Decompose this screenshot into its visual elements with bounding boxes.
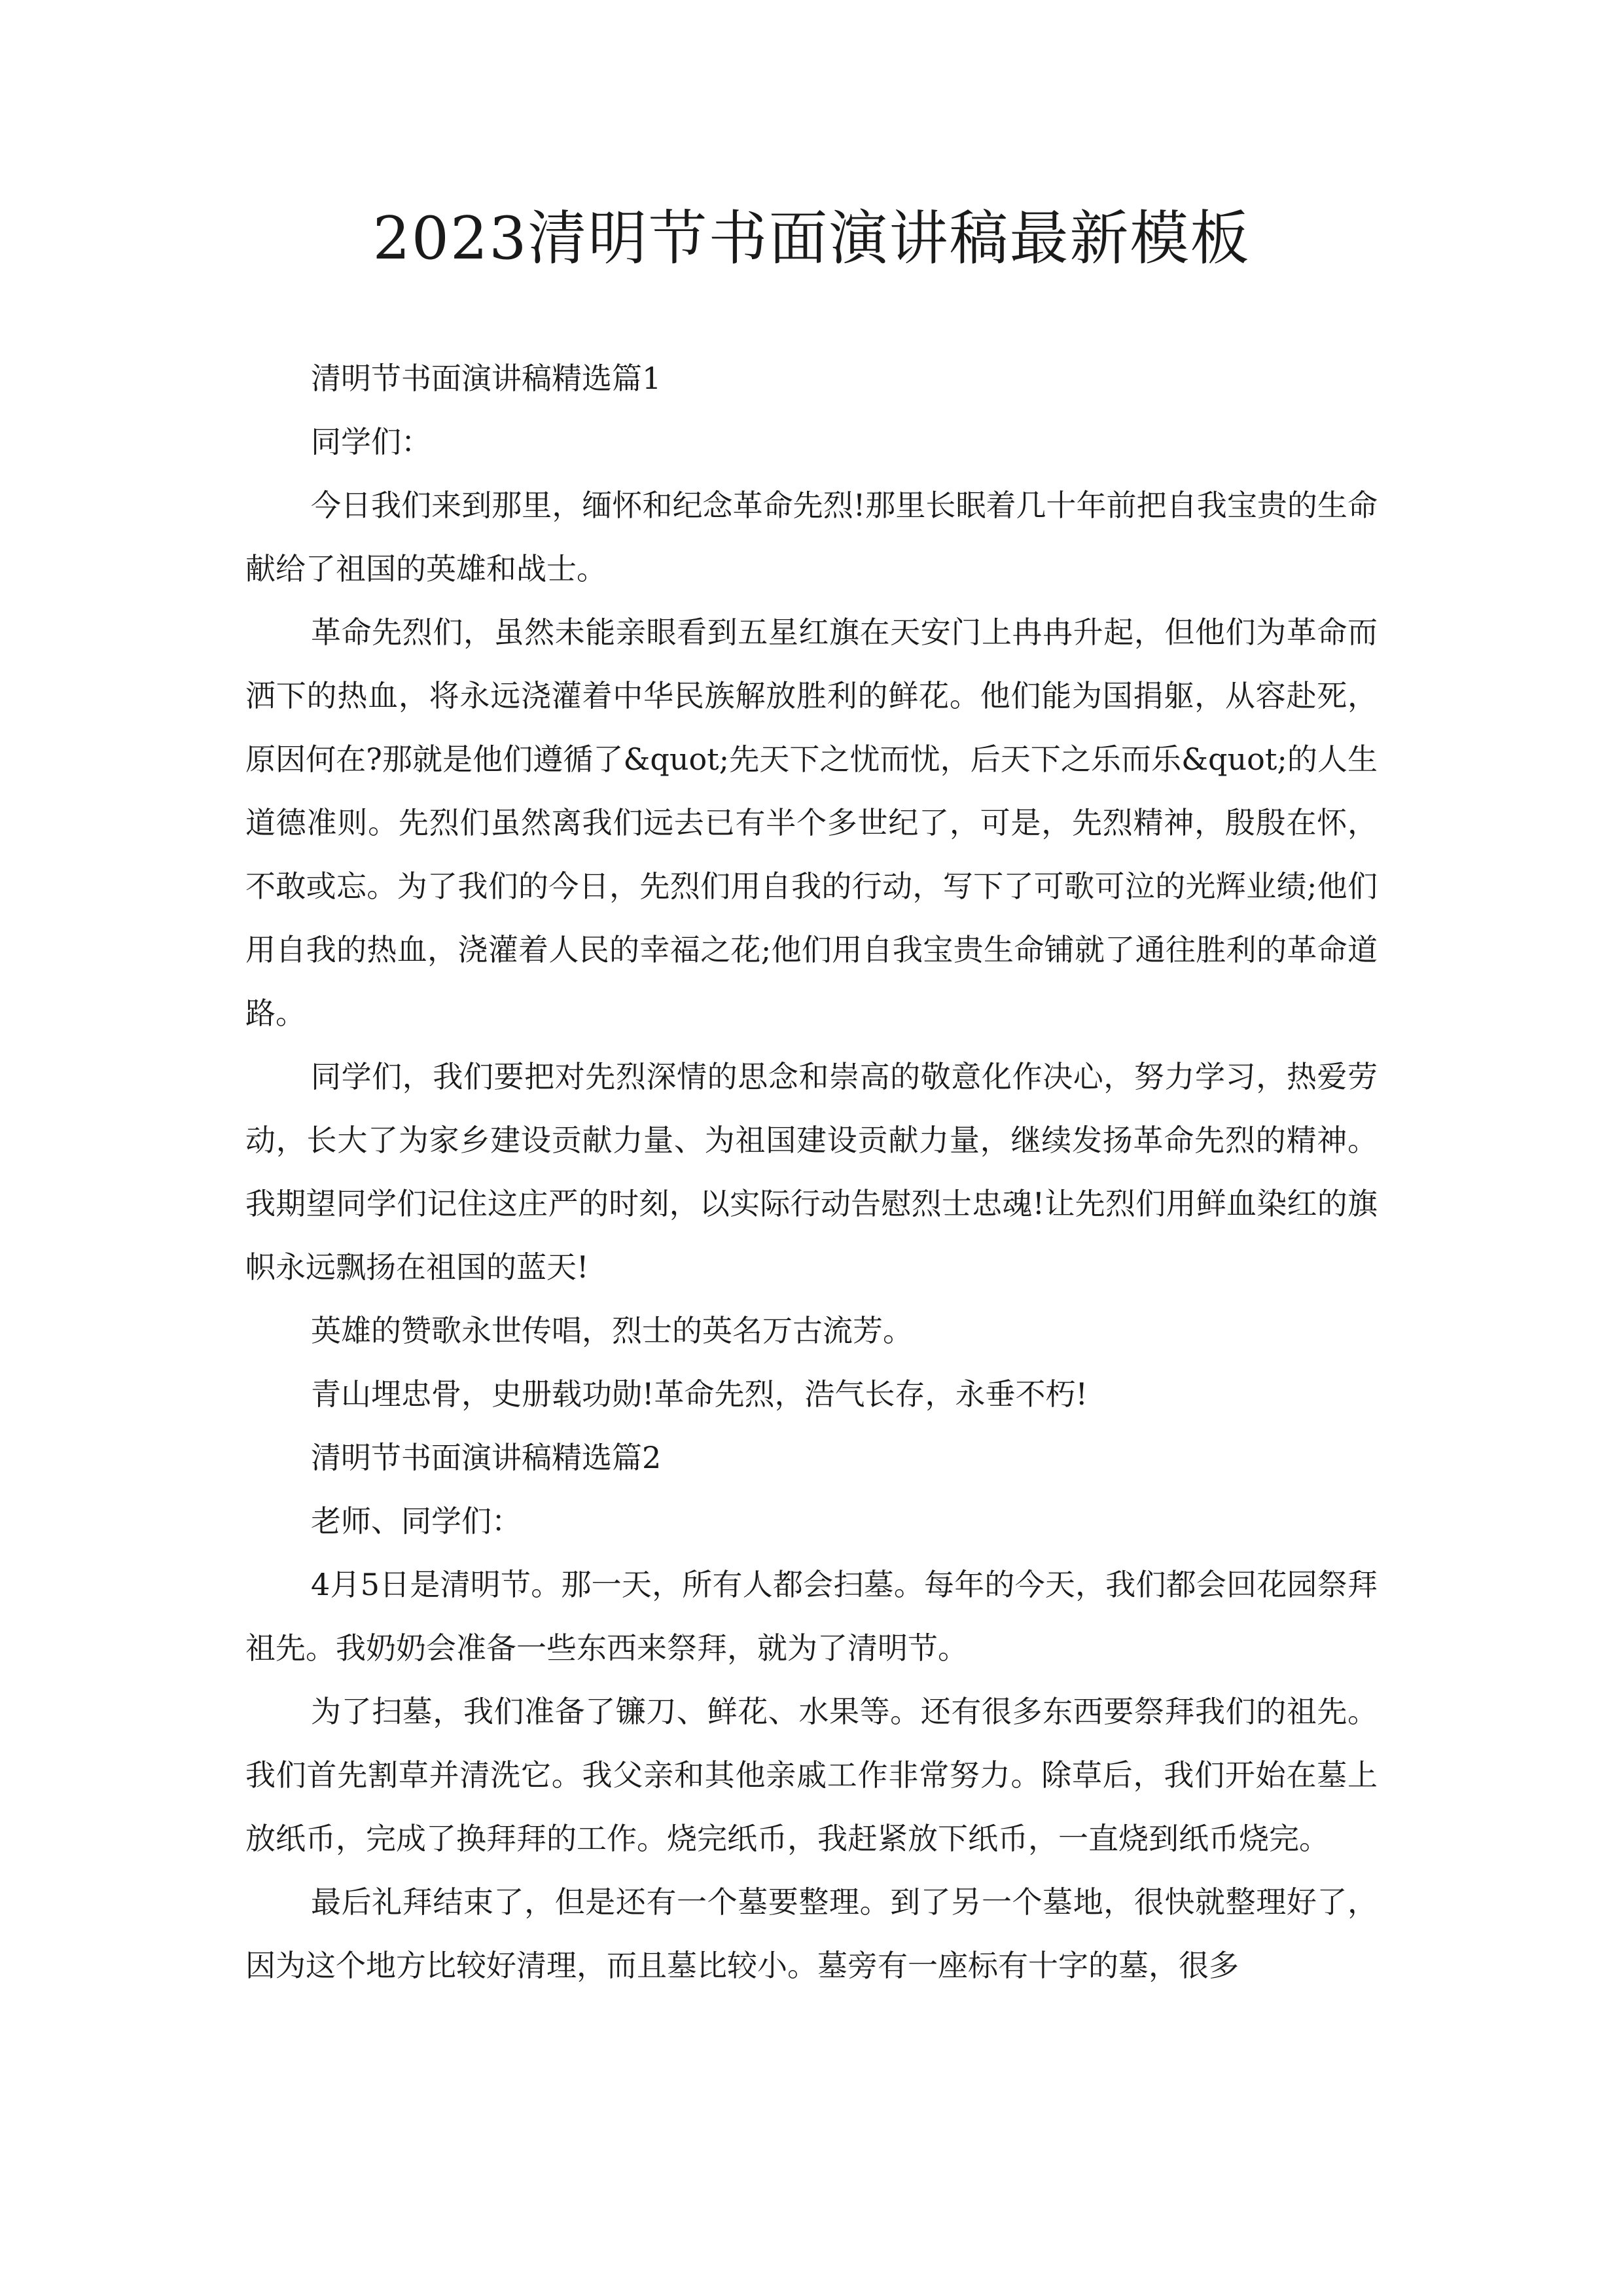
document-body bbox=[245, 347, 1378, 1998]
paragraph: 最后礼拜结束了，但是还有一个墓要整理。到了另一个墓地，很快就整理好了，因为这个地方比较好清理，而且墓比较小。墓旁有一座标有十字的墓，很多 bbox=[245, 1884, 1378, 1983]
section-heading-1: 清明节书面演讲稿精选篇1 bbox=[311, 361, 662, 396]
paragraph: 为了扫墓，我们准备了镰刀、鲜花、水果等。还有很多东西要祭拜我们的祖先。我们首先割草并清洗它。我父亲和其他亲戚工作非常努力。除草后，我们开始在墓上放纸币，完成了换拜拜的工作。烧完纸币，我赶紧放下纸币，一直烧到纸币烧完。 bbox=[245, 1694, 1378, 1856]
salutation-2: 老师、同学们： bbox=[311, 1503, 522, 1539]
paragraph: 4月5日是清明节。那一天，所有人都会扫墓。每年的今天，我们都会回花园祭拜祖先。我奶奶会准备一些东西来祭拜，就为了清明节。 bbox=[245, 1567, 1378, 1666]
paragraph: 同学们，我们要把对先烈深情的思念和崇高的敬意化作决心，努力学习，热爱劳动，长大了为家乡建设贡献力量、为祖国建设贡献力量，继续发扬革命先烈的精神。我期望同学们记住这庄严的时刻，以实际行动告慰烈士忠魂!让先烈们用鲜血染红的旗帜永远飘扬在祖国的蓝天! bbox=[245, 1059, 1378, 1285]
paragraph: 青山埋忠骨，史册载功勋!革命先烈，浩气长存，永垂不朽! bbox=[311, 1376, 1088, 1412]
salutation-1: 同学们： bbox=[311, 424, 431, 459]
paragraph: 今日我们来到那里，缅怀和纪念革命先烈!那里长眠着几十年前把自我宝贵的生命献给了祖国的英雄和战士。 bbox=[245, 488, 1378, 586]
section-heading-2: 清明节书面演讲稿精选篇2 bbox=[311, 1440, 662, 1475]
document-title: 2023清明节书面演讲稿最新模板 bbox=[372, 204, 1251, 273]
paragraph: 英雄的赞歌永世传唱，烈士的英名万古流芳。 bbox=[311, 1313, 913, 1348]
paragraph: 革命先烈们，虽然未能亲眼看到五星红旗在天安门上冉冉升起，但他们为革命而洒下的热血，将永远浇灌着中华民族解放胜利的鲜花。他们能为国捐躯，从容赴死，原因何在?那就是他们遵循了&quot;先天下之忧而忧，后天下之乐而乐&quot;的人生道德准则。先烈们虽然离我们远去已有半个多世纪了，可是，先烈精神，殷殷在怀，不敢或忘。为了我们的今日，先烈们用自我的行动，写下了可歌可泣的光辉业绩;他们用自我的热血，浇灌着人民的幸福之花;他们用自我宝贵生命铺就了通往胜利的革命道路。 bbox=[245, 615, 1378, 1031]
